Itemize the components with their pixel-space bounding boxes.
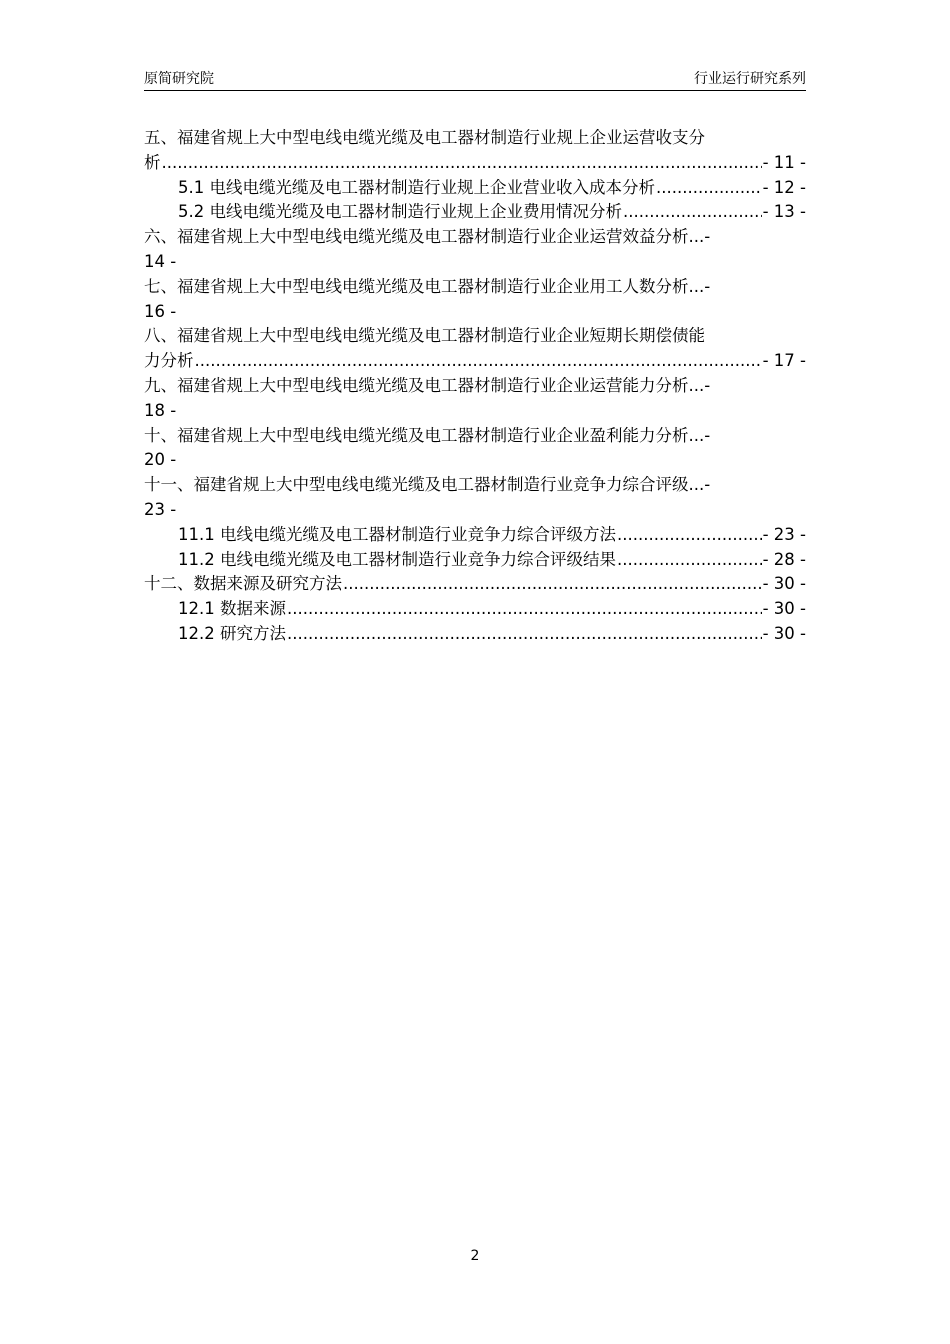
toc-entry-title: 六、福建省规上大中型电线电缆光缆及电工器材制造行业企业运营效益分析...-: [144, 227, 711, 247]
toc-leader-dots: [623, 200, 762, 225]
toc-entry-5-2[interactable]: [144, 200, 806, 225]
toc-page-number: 23 -: [144, 499, 177, 519]
toc-page-number: - 11 -: [762, 152, 806, 172]
toc-entry-5[interactable]: [144, 126, 806, 176]
toc-entry-title: 九、福建省规上大中型电线电缆光缆及电工器材制造行业企业运营能力分析...-: [144, 375, 711, 395]
page-footer-number: 2: [470, 1248, 480, 1264]
table-of-contents: [144, 126, 806, 647]
toc-page-number: - 30 -: [762, 574, 806, 594]
toc-leader-dots: [656, 176, 762, 201]
toc-leader-dots: [343, 572, 762, 597]
toc-entry-title: 12.1 数据来源: [178, 599, 286, 619]
toc-entry-12-2[interactable]: [144, 622, 806, 647]
toc-leader-dots: [195, 349, 762, 374]
toc-entry-title-line: 八、福建省规上大中型电线电缆光缆及电工器材制造行业企业短期长期偿债能: [144, 326, 705, 346]
toc-leader-dots: [287, 597, 762, 622]
toc-entry-11-1[interactable]: [144, 523, 806, 548]
header-series-name: 行业运行研究系列: [694, 71, 806, 87]
toc-entry-12-1[interactable]: [144, 597, 806, 622]
toc-entry-title: 七、福建省规上大中型电线电缆光缆及电工器材制造行业企业用工人数分析...-: [144, 276, 711, 296]
header-org-name: 原简研究院: [144, 71, 214, 87]
toc-page-number: 20 -: [144, 450, 177, 470]
toc-page-number: - 17 -: [762, 351, 806, 371]
toc-entry-title: 5.1 电线电缆光缆及电工器材制造行业规上企业营业收入成本分析: [178, 177, 655, 197]
toc-entry-title-cont: 力分析: [144, 351, 194, 371]
toc-entry-title: 12.2 研究方法: [178, 623, 286, 643]
page-header: [144, 64, 806, 91]
toc-page-number: - 23 -: [762, 524, 806, 544]
toc-entry-title: 十、福建省规上大中型电线电缆光缆及电工器材制造行业企业盈利能力分析...-: [144, 425, 711, 445]
toc-page-number: - 12 -: [762, 177, 806, 197]
toc-page-number: - 30 -: [762, 623, 806, 643]
toc-entry-title: 11.1 电线电缆光缆及电工器材制造行业竞争力综合评级方法: [178, 524, 616, 544]
toc-page-number: 18 -: [144, 400, 177, 420]
toc-page-number: - 13 -: [762, 202, 806, 222]
toc-entry-title-cont: 析: [144, 152, 161, 172]
toc-entry-12[interactable]: [144, 572, 806, 597]
toc-page-number: 14 -: [144, 251, 177, 271]
toc-entry-11-2[interactable]: [144, 548, 806, 573]
toc-entry-title: 十一、福建省规上大中型电线电缆光缆及电工器材制造行业竞争力综合评级...-: [144, 475, 711, 495]
toc-entry-title-line: 五、福建省规上大中型电线电缆光缆及电工器材制造行业规上企业运营收支分: [144, 128, 705, 147]
toc-entry-title: 11.2 电线电缆光缆及电工器材制造行业竞争力综合评级结果: [178, 549, 616, 569]
toc-entry-6[interactable]: [144, 225, 806, 275]
toc-entry-7[interactable]: [144, 275, 806, 325]
toc-entry-8[interactable]: [144, 324, 806, 374]
toc-page-number: 16 -: [144, 301, 177, 321]
toc-entry-title: 5.2 电线电缆光缆及电工器材制造行业规上企业费用情况分析: [178, 202, 622, 222]
toc-entry-9[interactable]: [144, 374, 806, 424]
toc-entry-11[interactable]: [144, 473, 806, 523]
toc-leader-dots: [287, 622, 762, 647]
toc-entry-5-1[interactable]: [144, 176, 806, 201]
toc-leader-dots: [617, 523, 762, 548]
toc-page-number: - 30 -: [762, 599, 806, 619]
toc-leader-dots: [162, 151, 762, 176]
toc-leader-dots: [617, 548, 762, 573]
toc-entry-title: 十二、数据来源及研究方法: [144, 574, 342, 594]
toc-entry-10[interactable]: [144, 424, 806, 474]
toc-page-number: - 28 -: [762, 549, 806, 569]
